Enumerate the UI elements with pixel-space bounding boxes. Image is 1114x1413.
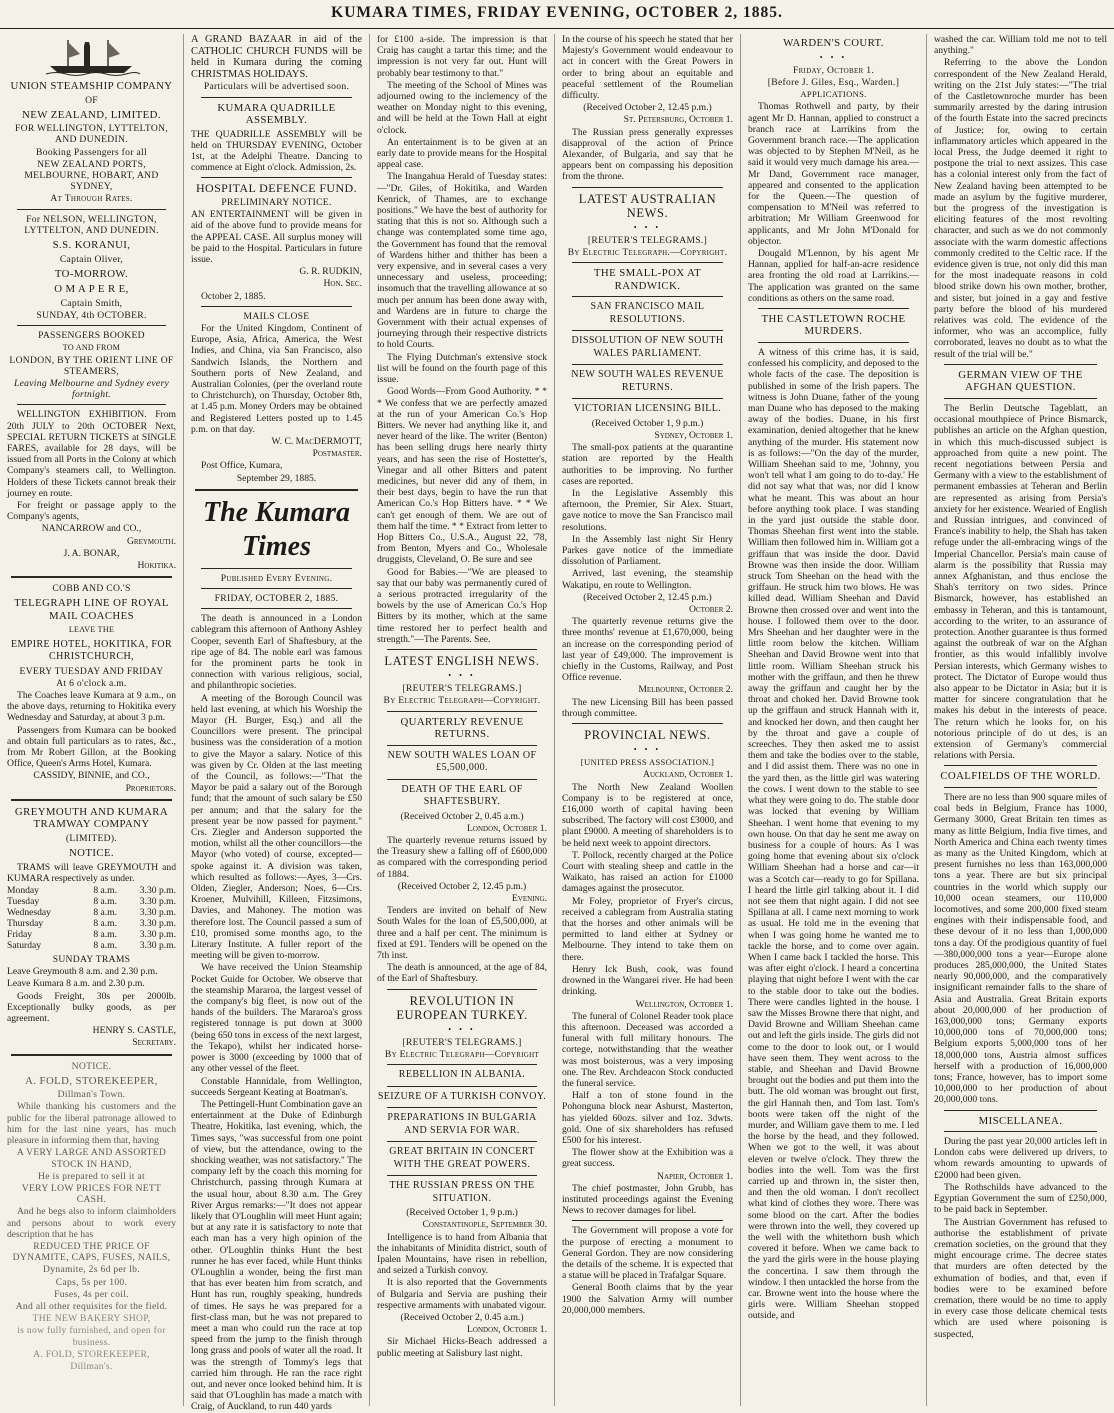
para-rothschilds: The Rothschilds have advanced to the Egyptian Government the sum of £250,000, to be paid back in September. <box>934 1181 1107 1216</box>
usc-title: UNION STEAMSHIP COMPANY <box>10 80 173 92</box>
applications: APPLICATIONS. <box>800 89 867 100</box>
empire-hotel: EMPIRE HOTEL, HOKITIKA, FOR CHRISTCHURCH, <box>10 638 173 663</box>
usc-of: OF <box>85 94 98 106</box>
divider <box>387 745 537 746</box>
fold-signature-2: Dillman's. <box>70 1360 113 1372</box>
para-berlin: The Berlin Deutsche Tageblatt, an occasional mouthpiece of Prince Bismarck, publishes an article on the Afghan question, in which this much-discussed subject is approached from quite a new point. The recent negotiations between Persia and Germany with a view to the establishment of permanent embassies at Teheran and Berlin are represented as arising from Persia's anxiety for her existence. Wearied of English and Russian intrigues, and convinced of France's inability to help, the Shah has taken refuge under the all-embracing wings of the Imperial Chancellor. Persia's main cause of alarm is the possibility that Russia may annex Afghanistan, and thus enclose the Shah's territory on two sides. Prince Bismarck, however, has established an embassy in Teheran, and this is tantamount, according to the writer, to an assurance of protection. Another guarantee is thus formed against the outbreak of war on the Afghan frontier, as this would infallibly involve Persian interests, which Germany wishes to protect. The Dictator of Europe would thus also appear to be Dictator in Asia; but it is matter for sincere congratulation that he makes his debut in the interests of peace. The return which he looks for, on his notorious principle of do ut des, is an extension of Germany's commercial relations with Persia. <box>934 402 1108 762</box>
para-school-mines: The meeting of the School of Mines was adjourned owing to the inclemency of the weather on Monday night to this evening, and will be held at the Town Hall at eight o'clock. <box>377 79 547 136</box>
para-washed-car: washed the car. William told me not to tell anything." <box>934 34 1107 57</box>
divider <box>944 787 1097 788</box>
divider <box>758 308 909 309</box>
divider <box>11 576 172 578</box>
para-pettingell: The Pettingell-Hunt Combination gave an entertainment at the Duke of Edinburgh Theatre, Hokitika, last evening, which, the Times says, "was successful from one point of view, but the attendance, owing to the shocking weather, was not satisfactory." The company left by the coach this morning for Christchurch, passing through Kumara at the usual hour, about 8.30 a.m. The Grey River Argus remarks:—"It does not appear likely that O'Loughlin will meet Hunt again; but at any rate it is satisfactory to note that each man has a very high opinion of the other. O'Loughlin thinks Hunt the best runner he has ever faced, while Hunt thinks O'Loughlin a wonder, being the first man that has ever beaten him from scratch, and Hunt has run, roughly speaking, hundreds of times. He says he was prepared for a first-class man, but he was not prepared to meet a man who could run the race at top speed from the jump to the finish through long grass and pools of water all the road. It was the strength of Tommy's legs that carried him through. He ran the race right out, and never once looked behind him. It is said that O'Loughlin has made a match with Craig, of Auckland, to run 440 yards <box>191 1098 362 1413</box>
para-speech: In the course of his speech he stated that her Majesty's Government would endeavour to act in concert with the Great Powers in order to bring about an equitable and peaceful settlement of the Roumelian difficulty. <box>562 34 733 102</box>
para-wakatipu: Arrived, last evening, the steamship Wakatipu, en route to Wellington. <box>562 568 733 591</box>
rebellion-albania: REBELLION IN ALBANIA. <box>398 1069 526 1081</box>
para-flying-dutchman: The Flying Dutchman's extensive stock list will be found on the fourth page of this issue. <box>377 351 547 386</box>
column-1-advertisements <box>0 34 184 1406</box>
schedule-am: 8 a.m. <box>93 917 118 929</box>
para-flower-show: The flower show at the Exhibition was a great success. <box>562 1147 733 1170</box>
sunday-trams: SUNDAY TRAMS <box>52 953 131 965</box>
victorian-bill: VICTORIAN LICENSING BILL. <box>573 403 722 415</box>
divider <box>11 799 172 801</box>
electric-1: By Electric Telegraph—Copyright. <box>383 695 541 707</box>
goods-freight: Goods Freight, 30s per 2000lb. Exceptionally bulky goods, as per agreement. <box>7 990 176 1024</box>
para-coal: There are no less than 900 square miles of coal beds in Belgium, France has 1000, Germany 3000, Great Britain ten times as many as little Belgium, India five times, and North America and China each twenty times as many as the United Kingdom, which at present furnishes no less than 163,000,000 tons a year. There are but six principal countries in the world which supply our 10,000 ocean steamers, our 110,000 locomotives, and some 200,000 fixed steam engines with their indispensable food, and these devour of it no less than 1,000,000 tons a day. Of the prodigious quantity of fuel—380,000,000 tons a year—Europe alone produces 285,000,000, the United States nearly 90,000,000, and the comparatively insignificant remainder falls to the share of Asia and Australia. Great Britain exports about 20,000,000 of her production of 163,000,000 tons; Germany exports 10,000,000 tons of 70,000,000 tons; Belgium exports 5,000,000 tons of her 18,000,000 tons, Austria almost suffices herself with a production of 16,000,000 tons; France, however, has to import some 10,000,000 to her production of about 20,000,000 tons. <box>934 791 1107 1106</box>
reuters-1: [REUTER'S TELEGRAMS.] <box>402 683 522 695</box>
divider <box>387 1175 537 1176</box>
preparations-war: PREPARATIONS IN BULGARIA AND SERVIA FOR WAR. <box>387 1112 537 1136</box>
para-council: A meeting of the Borough Council was held last evening, at which his Worship the Mayor (H. Burger, Esq.) and all the Councillors were present. The principal business was the consideration of a motion to give the Mayor a salary. Notice of this was given by Cr. Olden at the last meeting of the Council, as follows:—"That the Mayor be paid a salary out of the Borough fund; that the amount of such salary be £50 per annum; and that the salary for the present year be now passed for payment." Crs. Ziegler and Anderson supported the motion, whilst all the other councillors—the Mayor (who voted) of course, excepted—spoke against it. A division was taken, which resulted as follows:—Ayes, 3—Crs. Olden, Ziegler, Anderson; Noes, 6—Crs. Kroener, Mulvihill, Killeen, Fitzsimons, Davies, and Mahoney. The motion was therefore lost. The Council passed a sum of £10, promised some months ago, to the Literary Institute. A fuller report of the meeting will be given to-morrow. <box>191 692 362 962</box>
to-and-from: TO AND FROM <box>62 343 121 353</box>
koranui-captain: Captain Oliver, <box>59 253 124 265</box>
fold-name: A. FOLD, STOREKEEPER, <box>25 1074 158 1087</box>
schedule-am: 8 a.m. <box>93 895 118 907</box>
ornament: • • • <box>633 745 662 755</box>
german-view-title: GERMAN VIEW OF THE AFGHAN QUESTION. <box>958 368 1083 394</box>
column-5 <box>741 34 927 1406</box>
schedule-pm: 3.30 p.m. <box>139 939 176 951</box>
schedule-am: 8 a.m. <box>93 906 118 918</box>
para-smallpox: The small-pox patients at the quarantine station are reported by the Health authorities to be improving. No further cases are reported. <box>562 442 733 487</box>
column-3 <box>370 34 555 1406</box>
castletown-title: THE CASTLETOWN ROCHE MURDERS. <box>761 312 906 338</box>
quarterly-title: QUARTERLY REVENUE RETURNS. <box>400 715 524 741</box>
sunday-sailing: SUNDAY, 4th OCTOBER. <box>36 309 147 321</box>
para-quarterly: The quarterly revenue returns issued by the Treasury shew a falling off of £600,000 as compared with the corresponding period of 1884. <box>377 834 547 880</box>
electric-2: By Electric Telegraph—Copyright <box>384 1049 540 1061</box>
sunday-kumara: Leave Kumara 8 a.m. and 2.30 p.m. <box>7 978 145 990</box>
schedule-row <box>7 885 176 896</box>
fold-caps: Caps, 5s per 100. <box>55 1276 128 1288</box>
hospital-prelim: PRELIMINARY NOTICE. <box>221 196 332 208</box>
divider <box>387 649 537 650</box>
provincial-news-title: PROVINCIAL NEWS. <box>584 728 711 743</box>
nsw-revenue: NEW SOUTH WALES REVENUE RETURNS. <box>571 369 724 393</box>
tram-schedule <box>7 885 176 951</box>
para-craig: for £100 a-side. The impression is that Craig has caught a tartar this time; and the impression is not very far out. Hunt will probably bear testimony to that." <box>377 34 547 79</box>
united-press: [UNITED PRESS ASSOCIATION.] <box>580 757 715 768</box>
divider <box>387 711 537 712</box>
fold-advertisement <box>7 1061 176 1373</box>
divider <box>572 364 723 365</box>
macdermott: W. C. MacDERMOTT, <box>271 435 362 447</box>
divider <box>195 489 358 491</box>
wellington: Wellington, October 1. <box>635 998 733 1010</box>
divider <box>201 568 352 569</box>
schedule-day: Tuesday <box>7 895 40 907</box>
postmaster: Postmaster. <box>312 448 362 460</box>
column-6 <box>927 34 1114 1406</box>
rudkin: G. R. RUDKIN, <box>299 266 362 278</box>
divider <box>758 342 909 343</box>
latest-australian-title: LATEST AUSTRALIAN NEWS. <box>578 191 717 220</box>
six-oclock: At 6 o'clock a.m. <box>56 677 127 689</box>
october-2: October 2. <box>688 604 733 615</box>
great-britain-concert: GREAT BRITAIN IN CONCERT WITH THE GREAT POWERS. <box>389 1146 535 1170</box>
napier: Napier, October 1. <box>657 1170 733 1182</box>
auckland: Auckland, October 1. <box>643 769 733 781</box>
hospital-text: AN ENTERTAINMENT will be given in aid of the above fund to provide means for the APPEAL CASE. All surplus money will be paid to the Hospital. Particulars in future issue. <box>191 209 362 265</box>
tramway-title: GREYMOUTH AND KUMARA TRAMWAY COMPANY <box>14 805 169 831</box>
passengers-notice: Passengers from Kumara can be booked and obtain full particulars as to rates, &c., from Mr Robert Gillon, at the Booking Office, Queen's Arms Hotel, Kumara. <box>7 724 176 770</box>
para-foley: Mr Foley, proprietor of Fryer's circus, received a cablegram from Australia stating that the horses and other animals will be permitted to land either at Sydney or Melbourne. They intend to take them on there. <box>562 895 733 963</box>
leave-the: LEAVE THE <box>68 625 115 635</box>
para-stone: Half a ton of stone found in the Pohonguna block near Ashurst, Masterton, has yielded 60ozs. silver and 1oz. 3dwts. gold. One of six shareholders has refused £500 for his interest. <box>562 1090 733 1146</box>
received-2: (Received October 1, 9 p.m.) <box>591 417 704 429</box>
koranui: S.S. KORANUI, <box>52 239 131 252</box>
schedule-day: Thursday <box>7 917 44 929</box>
cobb-and-co: COBB AND CO.'S <box>52 583 131 595</box>
freight-notice: For freight or passage apply to the Company's agents, <box>7 499 176 523</box>
steamship-icon <box>44 36 140 76</box>
para-bush: Henry Ick Bush, cook, was found drowned in the Wangarei river. He had been drinking. <box>562 963 733 998</box>
page-masthead: KUMARA TIMES, FRIDAY EVENING, OCTOBER 2, 1885. <box>331 4 783 21</box>
notice-heading: NOTICE. <box>68 847 115 860</box>
omapere: O M A P E R E, <box>54 283 129 296</box>
divider <box>11 1054 172 1056</box>
divider <box>201 306 352 307</box>
divider <box>201 608 352 609</box>
omapere-captain: Captain Smith, <box>60 297 123 309</box>
post-office-date: September 29, 1885. <box>236 472 317 484</box>
divider <box>387 1141 537 1142</box>
latest-english-news-title: LATEST ENGLISH NEWS. <box>384 653 540 668</box>
leaving-fortnight: Leaving Melbourne and Sydney every fortnight. <box>13 377 170 401</box>
coaches-notice: The Coaches leave Kumara at 9 a.m., on the above days, returning to Hokitika every Wednesday and Saturday, at about 3 p.m. <box>7 690 176 724</box>
divider <box>572 330 723 331</box>
melbourne: Melbourne, October 2. <box>638 684 733 696</box>
usc-nelson: For NELSON, WELLINGTON, LYTTELTON, AND DUNEDIN. <box>24 213 159 236</box>
usc-nz: NEW ZEALAND, LIMITED. <box>22 108 161 121</box>
column-2 <box>184 34 370 1413</box>
received-4: (Received October 2, 0.45 a.m.) <box>400 1312 524 1324</box>
electric: By Electric Telegraph.—Copyright. <box>567 247 728 259</box>
wardens-court-title: WARDEN'S COURT. <box>783 37 884 49</box>
divider <box>944 1131 1097 1132</box>
fold-signature: A. FOLD, STOREKEEPER, <box>33 1348 150 1360</box>
para-mlennon: Dougald M'Lennon, by his agent Mr Hannan, applied for half-an-acre residence area fronting the old road at Larrikins.—The application was granted on the same conditions as others on the same road. <box>748 247 919 304</box>
received-1: (Received October 2, 12.45 p.m.) <box>583 102 712 114</box>
divider <box>387 779 537 780</box>
schedule-pm: 3.30 p.m. <box>139 884 176 896</box>
fold-dynamite: Dynamite, 2s 6d per lb. <box>43 1264 140 1276</box>
para-witness: A witness of this crime has, it is said, confessed his complicity, and deposed to the whole facts of the case. The deposition is published in some of the Irish papers. The witness is John Duane, father of the young man Duane who has deposed to the making away of the bodies. Duane, in his first examination, denied altogether that he knew anything of the murder. His statement now is as follows:—"On the day of the murder, William Sheehan said to me, 'Johnny, you won't tell what I am going to do to-day.' He did not say what that was, nor did I know what he meant. This was about an hour before anything took place. I was standing in the yard just outside the stable door. Thomas Sheehan first went into the stable. William then followed him in. William got a griffaun that was inside the door. David Browne was then inside the door. William struck Tom Sheehan on the head with the griffaun. He struck him two blows. He was killed dead. William Sheehan and David Browne then crossed over and went into the house. I followed them over to the door. Mrs Sheehan and her daughter were in the little room below the kitchen. William Sheehan and David Browne went into that little room. William Sheehan struck his mother with the griffaun, and then he threw away the griffaun and caught her by the throat and choked her. David Browne took up the griffaun and struck Hannah with it, and knocked her down, and then caught her by the throat and gave a couple of screeches. They then asked me to assist them and take the bodies over to the stable, and I did assist them. There was no one in the yard then, as the little girl was watering the cows. I went down to the stable to see what they were going to do. The stable door was locked that evening by William Sheehan. I went home that evening to my own house. On that day he sent me away on business for a couple of hours. As I was going home that evening about six o'clock William Sheehan had a horse and car—it was a Scotch car—ready to go for Spillana. I heard the little girl talking about it. I did not see them that night again. I did not see Spillana at all. I came next morning to work as usual. He told me in the evening that when I was going home he wanted me to tackle the horse, and to come over again. When I came back I tackled the horse. This was after eight o'clock. I heard a concertina playing that night before I went with the car to the stable door to take out the bodies. There were candles lighted in the house. I saw the Misses Browne there that night, and David Browne and William Sheehan came out and left the girls inside. The girls did not come to the door to look out, or I would have seen them. They went across to the stable, and Sheehan and David Browne brought out the bodies and put them into the butt. The old woman was brought out first, the girl Hannah then, and Tom last. Tom's boots were taken off the night of the murder, and William gave them to me. I led the horse by the head, and they followed. When we got to the well, it was about eleven or twelve o'clock. They threw the bodies into the well. Tom was the first carried up and thrown in, the sister then, and then the old woman. I don't recollect what kind of clothes they wore. There was some blood on the cart. After the bodies were thrown into the well, they covered up the well with the whitethorn bush which covered it before. When we came back to the yard the girls were in the house playing the concertina. I saw them through the window. I then untackled the horse from the car. Browne went into the house where the girls were. William Sheehan stopped outside, and <box>748 346 919 1322</box>
divider <box>572 187 723 188</box>
para-grubb: The chief postmaster, John Grubb, has instituted proceedings against the Evening News to recover damages for libel. <box>562 1182 733 1217</box>
trams-leave: TRAMS will leave GREYMOUTH and KUMARA respectively as under. <box>7 861 176 884</box>
schedule-pm: 3.30 p.m. <box>139 895 176 907</box>
hospital-date: October 2, 1885. <box>201 290 266 302</box>
para-funeral: The funeral of Colonel Reader took place this afternoon. Deceased was accorded a funeral with full military honours. The cortege, notwithstanding that the weather was most boisterous, was a very imposing one. The Rev. Archdeacon Stock conducted the funeral service. <box>562 1010 733 1089</box>
schedule-pm: 3.30 p.m. <box>139 917 176 929</box>
para-constable: Constable Hannidale, from Wellington, succeeds Sergeant Keating at Boatman's. <box>191 1075 362 1098</box>
para-tenders: Tenders are invited on behalf of New South Wales for the loan of £5,500,000, at three and a half per cent. The minimum is fixed at £91. Tenders will be opened on the 7th inst. <box>377 905 547 962</box>
divider <box>17 209 166 210</box>
divider <box>387 989 537 990</box>
para-albania: Intelligence is to hand from Albania that the inhabitants of Minidita district, south of Ipalen Mountains, have risen in rebellion, and seized a Turkish convoy. <box>377 1231 547 1277</box>
schedule-day: Friday <box>7 928 33 940</box>
st-petersburg: St. Petersburg, October 1. <box>623 114 733 126</box>
bazaar-particulars: Particulars will be advertised soon. <box>203 81 350 93</box>
seizure-convoy: SEIZURE OF A TURKISH CONVOY. <box>377 1090 547 1102</box>
nancarrow: NANCARROW and CO., <box>41 523 142 535</box>
fold-also: And he begs also to inform claimholders and persons about to work every description that he has <box>7 1206 176 1240</box>
revolution-title: REVOLUTION IN EUROPEAN TURKEY. <box>396 993 528 1022</box>
divider <box>201 97 352 98</box>
para-revenue: The quarterly revenue returns give the three months' revenue at £1,670,000, being an increase on the corresponding period of last year of £49,000. The improvement is chiefly in the Customs, Railway, and Post Office revenue. <box>562 616 733 684</box>
schedule-day: Monday <box>7 884 39 896</box>
post-office: Post Office, Kumara, <box>201 460 283 472</box>
passengers-booked: PASSENGERS BOOKED <box>38 330 145 342</box>
para-russian-press: The Russian press generally expresses disapproval of the action of Prince Alexander, of Bulgaria, and say that he appears bent on compassing his deposition from the throne. <box>562 126 733 183</box>
every-tuesday: EVERY TUESDAY AND FRIDAY <box>19 665 164 677</box>
usc-booking: Booking Passengers for all <box>36 146 147 158</box>
para-booth: General Booth claims that by the year 1900 the Salvation Army will number 20,000,000 members. <box>562 1282 733 1316</box>
fold-bakery-2: is now fully furnished, and open for business. <box>17 1325 166 1348</box>
para-gordon: The Government will propose a vote for the purpose of erecting a monument to General Gordon. They are now considering the details of the scheme. It is expected that a statue will be placed in Trafalgar Square. <box>562 1225 733 1282</box>
divider <box>572 1220 723 1221</box>
miscellanea-title: MISCELLANEA. <box>978 1114 1063 1127</box>
quadrille-text: THE QUADRILLE ASSEMBLY will be held on THURSDAY EVENING, October 1st, at the Adelphi Theatre. Dancing to commence at Eight o'clock. Admission, 2s. <box>191 128 362 174</box>
mails-text: For the United Kingdom, Continent of Europe, Asia, Africa, America, the West Indies, and China, via San Francisco, also Sandwich Islands, the Northern and Southern ports of New Zealand, and Australian Colonies, (per the overland route to Christchurch), on Thursday, October 8th, at 1.45 p.m. Money Orders may be obtained and Registered Letters posted up to 1.45 p.m. on that day. <box>191 322 362 435</box>
schedule-day: Saturday <box>7 939 42 951</box>
quadrille-title: KUMARA QUADRILLE ASSEMBLY. <box>217 101 336 127</box>
received-2: (Received October 2, 12.45 p.m.) <box>397 880 527 892</box>
bazaar-notice: A GRAND BAZAAR in aid of the CATHOLIC CHURCH FUNDS will be held in Kumara during the coming CHRISTMAS HOLIDAYS. <box>191 34 362 80</box>
divider <box>17 325 166 326</box>
proprietors: Proprietors. <box>125 782 176 794</box>
london-2: London, October 1. <box>467 1324 547 1336</box>
para-hicks-beach: Sir Michael Hicks-Beach addressed a public meeting at Salisbury last night. <box>377 1336 547 1359</box>
mails-title: MAILS CLOSE <box>243 310 310 322</box>
received-3: (Received October 2, 12.45 p.m.) <box>583 591 712 603</box>
nsw-loan: NEW SOUTH WALES LOAN OF £5,500,000. <box>387 749 537 774</box>
para-hop-bitters: Good Words—From Good Authority. * * * We confess that we are perfectly amazed at the run of your American Co.'s Hop Bitters. We never had anything like it, and never heard of the like. The writer (Benton) has been selling drugs here nearly thirty years, and has seen the rise of Hostetter's, Vinegar and all other Bitters and patent medicines, but never did any of them, in their best days, begin to have the run that American Co.'s Hop Bitters have. * * We can't get enough of them. We are out of them half the time. * * Extract from letter to Hop Bitters Co., U.S.A., August 22, '78, from Benton, Myers and Co., Wholesale druggists, Cleveland, O. Be sure and see <box>377 386 547 566</box>
fold-prepared: He is prepared to sell it at <box>38 1170 145 1182</box>
para-cabs: During the past year 20,000 articles left in London cabs were delivered up drivers, to whom rewards amounting to upwards of £2000 had been given. <box>934 1136 1107 1181</box>
fold-text: While thanking his customers and the public for the liberal patronage allowed to him for the last nine years, has much pleasure in informing them that, having <box>7 1101 176 1147</box>
paper-title: The Kumara Times <box>202 496 351 562</box>
para-entertainment: An entertainment is to be given at an early date to provide means for the Hospital appeal case. <box>377 136 547 171</box>
schedule-day: Wednesday <box>7 906 51 918</box>
divider <box>201 177 352 178</box>
exhibition-notice: WELLINGTON EXHIBITION. From 20th JULY to 20th OCTOBER Next, SPECIAL RETURN TICKETS at SINGLE FARES, available for 28 days, will be issued from all Ports in the Colony at which Company's steamers call, to Wellington. Holders of these Tickets cannot break their journey en route. <box>7 409 176 499</box>
para-shaftesbury: The death is announced in a London cablegram this afternoon of Anthony Ashley Cooper, seventh Earl of Shaftesbury, at the ripe age of 84. The noble earl was famous for the prominent parts he took in connection with various religious, social, and philanthropic societies. <box>191 613 362 692</box>
london-1: London, October 1. <box>467 822 547 834</box>
para-london-correspondent: Referring to the above the London correspondent of the New Zealand Herald, writing on the 21st July states:—"The trial of the Castletownroche murder has been summarily arrested by the daring intrusion of the fourth Estate into the sacred precincts of Justice; for, owing to certain inflammatory articles which appeared in the local Press, the Judge deemed it right to postpone the trial to next assizes. This case has a colonial interest only from the fact of New Zealand having been attempted to be made an asylum by the fugitive murderer, but the progress of the investigation is eliciting features of the most revolting character, and such as we do not commonly associate with the warm domestic affections commonly credited to the Celtic race. If the evidence given is true, not only did this man for the most inadequate reasons in cold blood strike down his own mother, brother, and sister, but joined in a gay and festive party before the blood of his murdered relatives was cold. The evidence of the informer, who was an accomplice, fully corroborated, leaves no doubt as to what the result of the trial will be." <box>934 57 1107 360</box>
fold-other: And all other requisites for the field. <box>15 1300 168 1312</box>
fold-low: VERY LOW PRICES FOR NETT CASH. <box>21 1182 162 1206</box>
divider <box>944 398 1097 399</box>
schedule-row <box>7 896 176 907</box>
divider <box>944 364 1097 365</box>
hon-sec: Hon. Sec. <box>323 278 362 290</box>
published-every-evening: Published Every Evening. <box>220 572 333 584</box>
greymouth: Greymouth. <box>127 535 176 547</box>
castle: HENRY S. CASTLE, <box>92 1025 176 1037</box>
sf-mail: SAN FRANCISCO MAIL RESOLUTIONS. <box>590 301 705 325</box>
tramway-limited: (LIMITED). <box>65 832 118 844</box>
schedule-row <box>7 907 176 918</box>
schedule-pm: 3.30 p.m. <box>139 928 176 940</box>
divider <box>201 588 352 589</box>
para-babies: Good for Babies.—"We are pleased to say that our baby was permanently cured of a serious protracted irregularity of the bowels by the use of American Co.'s Hop Bitters by its mother, which at the same time restored her to perfect health and strength."—The Parents. See. <box>377 566 547 645</box>
secretary: Secretary. <box>132 1037 176 1049</box>
schedule-row <box>7 918 176 929</box>
para-cremation: The Austrian Government has refused to authorise the establishment of private cremation societies, on the ground that they might encourage crime. The decree states that murders are often detected by the exhumation of bodies, and that, even if bodies were to be examined before cremation, there would be no time to apply in every case those delicate chemical tests which are used where poisoning is suspected, <box>934 1216 1107 1340</box>
telegraph-line: TELEGRAPH LINE OF ROYAL MAIL COACHES <box>14 597 169 622</box>
usc-for: FOR WELLINGTON, LYTTELTON, AND DUNEDIN. <box>14 123 169 146</box>
friday: Friday, October 1. <box>792 64 875 76</box>
issue-date: FRIDAY, OCTOBER 2, 1885. <box>214 592 339 604</box>
ornament: • • • <box>448 1024 476 1034</box>
divider <box>572 262 723 263</box>
column-4 <box>555 34 741 1406</box>
para-rothwell: Thomas Rothwell and party, by their agent Mr D. Hannan, applied to construct a branch race at Larrikins from the Government branch race.—The application was objected to by Stephen M'Neil, as he said it would very much damage his area.—Mr Dand, Government race manager, appeared and consented to the application for the Queen.—The question of compensation to M'Neil was referred to arbitration; Mr William Greenwood for applicants, and Mr John M'Donald for objector. <box>748 101 919 247</box>
received-3: (Received October 1, 9 p.m.) <box>406 1207 518 1219</box>
evening: Evening. <box>511 893 547 904</box>
usc-ports: NEW ZEALAND PORTS, MELBOURNE, HOBART, AND SYDNEY, <box>24 158 159 193</box>
columns <box>0 34 1114 1413</box>
para-death-earl: The death is announced, at the age of 84, of the Earl of Shaftesbury. <box>377 962 547 985</box>
schedule-am: 8 a.m. <box>93 939 118 951</box>
fold-bakery: THE NEW BAKERY SHOP, <box>32 1313 151 1325</box>
orient-line: LONDON, BY THE ORIENT LINE OF STEAMERS, <box>9 354 174 377</box>
reuters-2: [REUTER'S TELEGRAMS.] <box>402 1036 522 1048</box>
usc-rates: At Through Rates. <box>50 193 133 205</box>
divider <box>572 398 723 399</box>
dissolution: DISSOLUTION OF NEW SOUTH WALES PARLIAMENT. <box>571 335 724 359</box>
sunday-greymouth: Leave Greymouth 8 a.m. and 2.30 p.m. <box>7 966 158 978</box>
cassidy: CASSIDY, BINNIE, and CO., <box>33 770 150 782</box>
ornament: • • • <box>448 670 476 680</box>
para-woollen: The North New Zealand Woollen Company is to be registered at once, £16,000 worth of capital having been subscribed. The factory will cost £3000, and plant £9000. A meeting of shareholders is to be held next week to appoint directors. <box>562 781 733 849</box>
schedule-am: 8 a.m. <box>93 928 118 940</box>
fold-large: A VERY LARGE AND ASSORTED STOCK IN HAND, <box>16 1147 167 1170</box>
para-bulgaria: It is also reported that the Governments of Bulgaria and Servia are pushing their respective armaments with unabated vigour. <box>377 1277 547 1311</box>
divider <box>944 765 1097 766</box>
schedule-row <box>7 929 176 940</box>
bonar: J. A. BONAR, <box>63 547 120 559</box>
schedule-pm: 3.30 p.m. <box>139 906 176 918</box>
para-assembly: In the Legislative Assembly this afternoon, the Premier, Sir Alex. Stuart, gave notice to move the San Francisco mail resolutions. <box>562 487 733 533</box>
para-steamship-guide: We have received the Union Steamship Pocket Guide for October. We observe that the steamship Mararoa, the largest vessel of the company's big fleet, is now out of the hands of the builders. The Mararoa's gross registered tonnage is put down at 3000 (being 650 tons in excess of the next largest, the Tekapo), whilst her indicated horse-power is 3000 (exceeding by 1000 that of any other vessel of the fleet. <box>191 962 362 1075</box>
ornament: • • • <box>819 52 848 62</box>
para-pollock: T. Pollock, recently charged at the Police Court with stealing sheep and cattle in the Waikato, has raised an action for £1000 damages against the prosecutor. <box>562 849 733 895</box>
received-1: (Received October 2, 0.45 a.m.) <box>400 810 524 822</box>
divider <box>387 1107 537 1108</box>
before-warden: [Before J. Giles, Esq., Warden.] <box>767 76 900 88</box>
schedule-am: 8 a.m. <box>93 884 118 896</box>
ornament: • • • <box>633 222 662 232</box>
fold-fuses: Fuses, 4s per coil. <box>54 1288 129 1300</box>
divider <box>387 1064 537 1065</box>
notice-2: NOTICE. <box>71 1060 112 1072</box>
divider <box>572 296 723 297</box>
divider <box>17 404 166 405</box>
masthead-rule <box>0 28 1114 29</box>
divider <box>387 1086 537 1087</box>
fold-reduced: REDUCED THE PRICE OF DYNAMITE, CAPS, FUSES, NAILS, <box>12 1240 171 1264</box>
russian-press: THE RUSSIAN PRESS ON THE SITUATION. <box>389 1180 535 1204</box>
hospital-title: HOSPITAL DEFENCE FUND. <box>195 181 358 196</box>
coalfields-title: COALFIELDS OF THE WORLD. <box>940 770 1101 783</box>
death-earl: DEATH OF THE EARL OF SHAFTESBURY. <box>401 783 523 808</box>
fold-town: Dillman's Town. <box>57 1089 126 1101</box>
tomorrow: TO-MORROW. <box>54 267 129 280</box>
sydney: Sydney, October 1. <box>654 429 733 441</box>
constantinople: Constantinople, September 30. <box>422 1219 547 1231</box>
smallpox: THE SMALL-POX AT RANDWICK. <box>593 267 702 292</box>
para-licensing: The new Licensing Bill has been passed through committee. <box>562 696 733 719</box>
para-wardens: The Inangahua Herald of Tuesday states:—"Dr. Giles, of Hokitika, and Warden Kenrick, of Thames, are to exchange positions." We have the best of authority for stating that this is not so. Although such a change was contemplated some time ago, the Government has found that the removal of Wardens hither and thither has been a very expensive, and in several cases a very unnecessary and useless, proceeding; insomuch that the travelling allowance at so much per annum has been done away with, and Wardens are in future to charge the Government with their actual expenses of journeying through their respective districts to hold Courts. <box>377 171 547 351</box>
hokitika: Hokitika. <box>137 560 176 571</box>
para-parkes: In the Assembly last night Sir Henry Parkes gave notice of the immediate dissolution of Parliament. <box>562 533 733 568</box>
divider <box>944 1110 1097 1111</box>
divider <box>572 723 723 724</box>
schedule-row <box>7 940 176 951</box>
reuters: [REUTER'S TELEGRAMS.] <box>587 234 708 246</box>
